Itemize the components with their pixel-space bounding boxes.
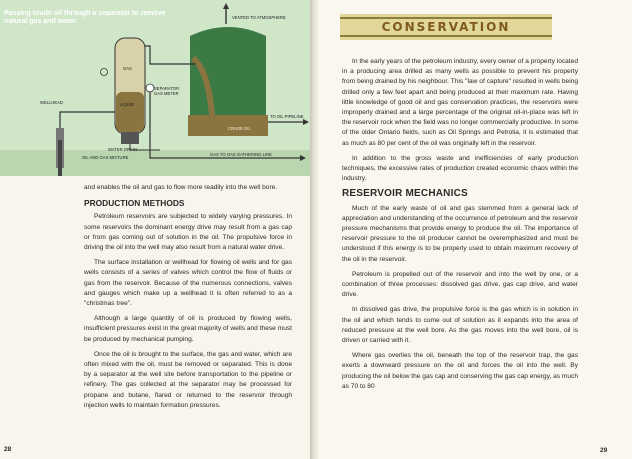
label-oil-pipeline: TO OIL PIPELINE bbox=[270, 114, 304, 119]
intro-paragraph: and enables the oil and gas to flow more readily into the well bore. bbox=[84, 184, 278, 191]
right-paragraph: Petroleum is propelled out of the reservoir and into the well by one, or a combination of three processes: dissolved gas drive, gas cap drive, and water drive. bbox=[342, 270, 578, 299]
label-liquid: LIQUID bbox=[120, 102, 134, 107]
gas-meter bbox=[146, 84, 154, 92]
illustration-caption: Passing crude oil through a separator to remove natural gas and water. bbox=[4, 10, 166, 25]
label-wellhead: WELLHEAD bbox=[40, 100, 64, 105]
title-rule-top bbox=[340, 17, 552, 19]
left-paragraph: Once the oil is brought to the surface, the gas and water, which are often mixed with the oil, must be removed or separated. This is done by a separator at the well site before transportation to the pipeline or refinery. The gas collected at the separator may be processed for propane and butane, flared or returned to the reservoir through injection wells to maintain formation pressures. bbox=[84, 350, 292, 409]
page-number-left: 28 bbox=[4, 446, 12, 453]
left-paragraph: Although a large quantity of oil is produced by flowing wells, insufficient pressures exist in the great majority of wells and these must be produced by mechanical pumping. bbox=[84, 315, 292, 343]
label-gas-line: GAS TO GAS GATHERING LINE bbox=[210, 152, 272, 157]
label-gas: GAS bbox=[123, 66, 132, 71]
label-water-drain: WATER DRAIN bbox=[108, 147, 137, 152]
label-oil-gas-mixture: OIL AND GAS MIXTURE bbox=[82, 155, 129, 160]
label-crude-oil: CRUDE OIL bbox=[228, 126, 251, 131]
title-band bbox=[340, 14, 552, 40]
right-paragraph: In the early years of the petroleum industry, every owner of a property located in a producing area drilled as many wells as possible to prevent his property from being drained by his neighbour. This "law of capture" resulted in wells being drilled only a few feet apart and being produced at their maximum rate. Having little knowledge of good oil and gas conservation practices, the reservoirs were improperly drained and a large percentage of the original oil-in-place was left in the reservoir rock when the field was no longer commercially productive. In some of the older Ontario fields, such as Oil Springs and Petrolia, it is estimated that as much as 80 per cent of the oil was originally left in the reservoir. bbox=[342, 58, 579, 147]
right-paragraph: Much of the early waste of oil and gas stemmed from a general lack of appreciation and understanding of the occurrence of petroleum and the reservoir pressure mechanisms that provide energy to produce the oil. The importance of reservoir pressure to the oil producer cannot be overemphasized and must be understood if this energy is to be properly used to obtain maximum recovery of the oil in the reservoir. bbox=[342, 204, 578, 263]
right-paragraph: In dissolved gas drive, the propulsive force is the gas which is in solution in the oil and which tends to come out of solution as it expands into the area of reduced pressure at the well bore. As the gas moves into the well bore, oil is driven or carried with it. bbox=[342, 306, 578, 345]
right-paragraph: Where gas overlies the oil, beneath the top of the reservoir trap, the gas exerts a downward pressure on the oil and forces the oil into the well. By producing the oil below the gas cap and conserving the gas cap energy, as much as 70 to 80 bbox=[342, 352, 578, 390]
separator-illustration bbox=[0, 0, 312, 176]
left-column bbox=[84, 183, 292, 416]
left-paragraph: The surface installation or wellhead for flowing oil wells and for gas wells consists of a series of valves which control the flow of fluids or gas from the reservoir. Because of the numerous connections, valves and gauges which make up a wellhead it is often referred to as a "christmas tree". bbox=[84, 259, 292, 308]
page-title: CONSERVATION bbox=[381, 20, 511, 34]
reservoir-mechanics-heading: RESERVOIR MECHANICS bbox=[342, 188, 468, 200]
label-separator: SEPARATOR bbox=[154, 86, 180, 91]
left-page bbox=[0, 0, 312, 459]
vent-arrow bbox=[223, 3, 229, 9]
valve-icon bbox=[101, 69, 108, 76]
right-paragraph: In addition to the gross waste and inefficiencies of early production techniques, the excessive rates of production created economic chaos within the industry. bbox=[342, 154, 578, 183]
production-methods-heading: PRODUCTION METHODS bbox=[84, 198, 185, 209]
label-gas-meter: GAS METER bbox=[154, 91, 179, 96]
label-vented: VENTED TO ATMOSPHERE bbox=[232, 15, 286, 20]
page-number-right: 29 bbox=[600, 447, 608, 454]
left-paragraph: Petroleum reservoirs are subjected to widely varying pressures. In some reservoirs the dominant energy drive may result from a gas cap or from gas coming out of solution in the oil. The propulsive force in driving the oil into the well may also result from a natural water drive. bbox=[84, 213, 292, 252]
right-column bbox=[342, 57, 578, 397]
title-rule-bottom bbox=[340, 35, 552, 37]
